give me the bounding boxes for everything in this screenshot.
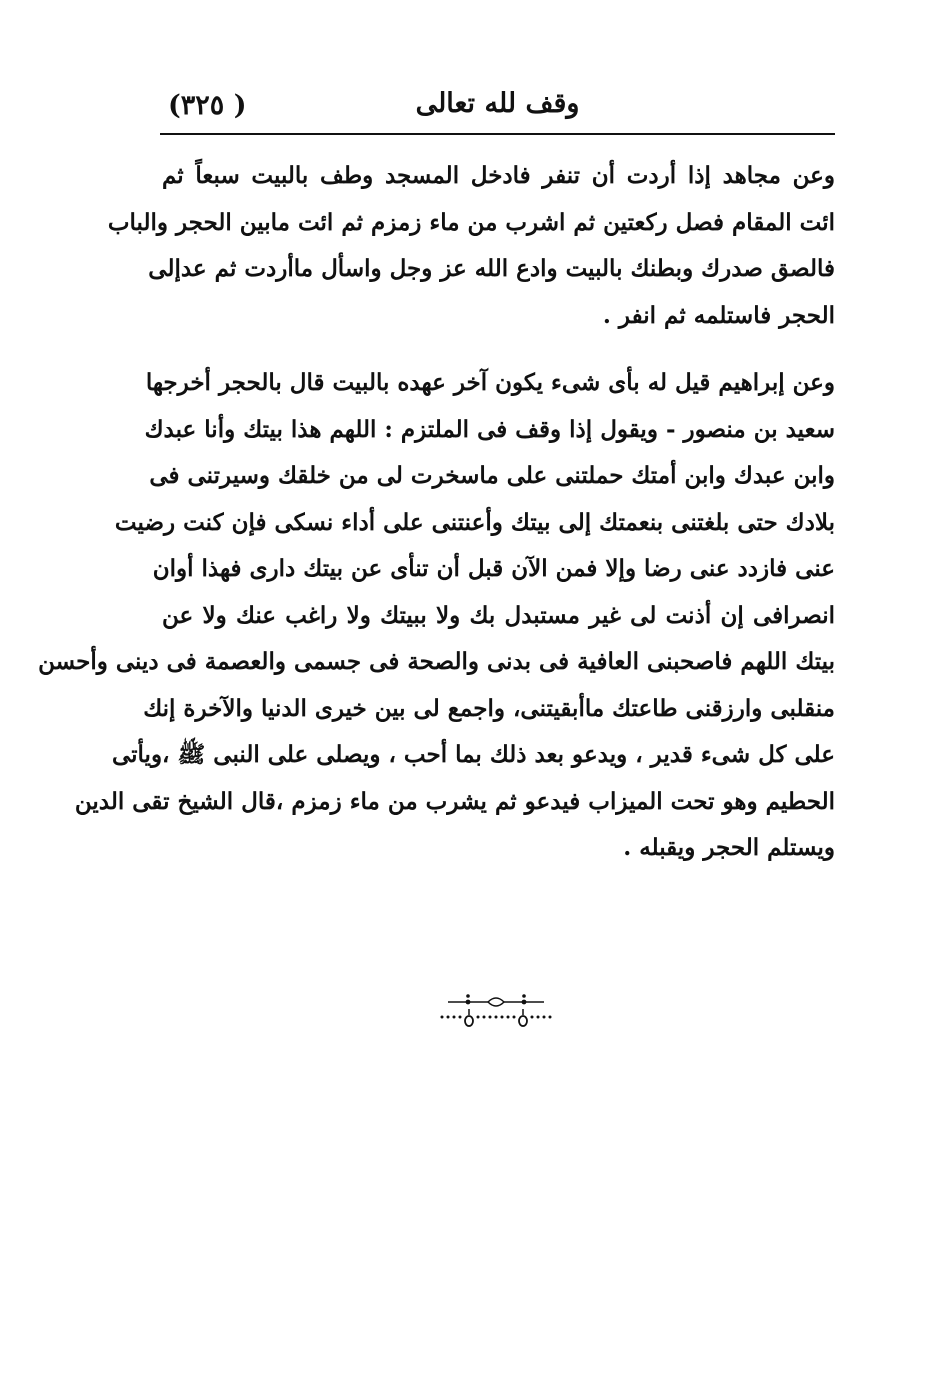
text-line: ائت المقام فصل ركعتين ثم اشرب من ماء زمزم ثم ائت مابين الحجر والباب (107, 208, 835, 236)
text-line: وعن مجاهد إذا أردت أن تنفر فادخل المسجد وطف بالبيت سبعاً ثم (162, 162, 835, 189)
header-rule (160, 133, 835, 135)
ornament-divider-icon (438, 990, 554, 1030)
paragraph-1 (107, 153, 835, 339)
text-line: وابن عبدك وابن أمتك حملتنى على ماسخرت لى من خلقك وسيرتنى فى (149, 462, 835, 489)
text-line: بلادك حتى بلغتنى بنعمتك إلى بيتك وأعنتنى على أداء نسكى فإن كنت رضيت (114, 508, 835, 536)
text-line: وعن إبراهيم قيل له بأى شىء يكون آخر عهده بالبيت قال بالحجر أخرجها (145, 369, 835, 396)
paragraph-2 (38, 360, 835, 872)
text-line: منقلبى وارزقنى طاعتك ماأبقيتنى، واجمع لى بين خيرى الدنيا والآخرة إنك (143, 694, 835, 722)
page-header (160, 82, 835, 130)
page-number: ( ٣٢٥) (168, 90, 247, 121)
running-title: وقف لله تعالى (415, 88, 580, 119)
text-line: ويستلم الحجر ويقبله . (623, 834, 835, 861)
text-line: عنى فازدد عنى رضا وإلا فمن الآن قبل أن تنأى عن بيتك دارى فهذا أوان (152, 555, 835, 582)
text-line: فالصق صدرك وبطنك بالبيت وادع الله عز وجل واسأل ماأردت ثم عدإلى (148, 255, 835, 282)
text-line: سعيد بن منصور - ويقول إذا وقف فى الملتزم : اللهم هذا بيتك وأنا عبدك (144, 415, 835, 443)
text-line: الحطيم وهو تحت الميزاب فيدعو ثم يشرب من ماء زمزم ،قال الشيخ تقى الدين (74, 787, 835, 815)
text-line: الحجر فاستلمه ثم انفر . (602, 301, 835, 329)
text-line: بيتك اللهم فاصحبنى العافية فى بدنى والصحة فى جسمى والعصمة فى دينى وأحسن (38, 648, 835, 675)
text-line: على كل شىء قدير ، ويدعو بعد ذلك بما أحب ، ويصلى على النبى ﷺ ،ويأتى (111, 741, 835, 768)
text-line: انصرافى إن أذنت لى غير مستبدل بك ولا ببيتك ولا راغب عنك ولا عن (162, 601, 835, 629)
